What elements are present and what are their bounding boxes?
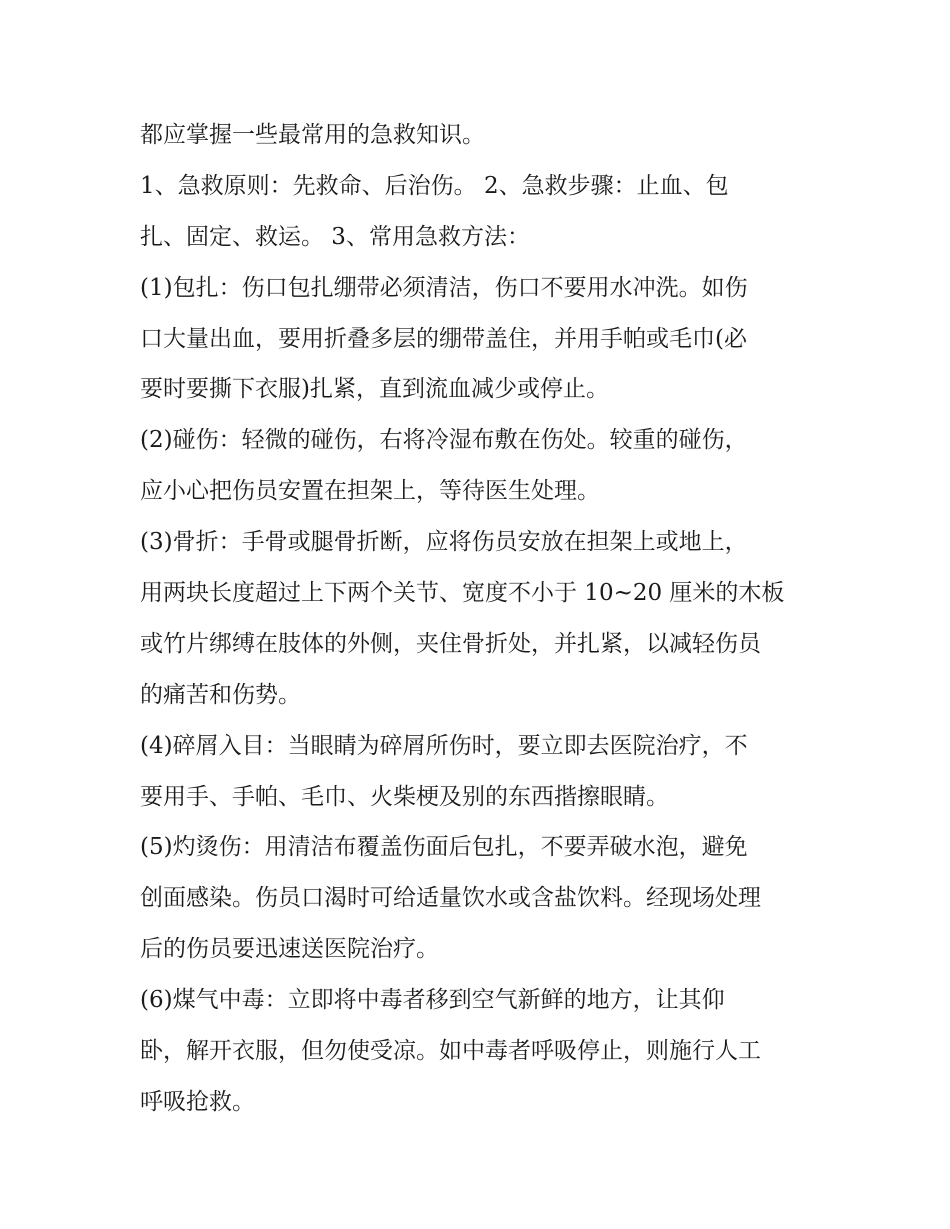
text-line: 呼吸抢救。 [140, 1088, 255, 1115]
text-line: (1)包扎：伤口包扎绷带必须清洁，伤口不要用水冲洗。如伤 [140, 274, 748, 301]
text-line: 要用手、手帕、毛巾、火柴梗及别的东西揩擦眼睛。 [140, 783, 669, 810]
text-line: 或竹片绑缚在肢体的外侧，夹住骨折处，并扎紧，以减轻伤员 [140, 630, 761, 657]
text-line: (2)碰伤：轻微的碰伤，右将冷湿布敷在伤处。较重的碰伤， [140, 427, 748, 454]
text-line: 应小心把伤员安置在担架上，等待医生处理。 [140, 478, 600, 505]
text-line: 卧，解开衣服，但勿使受凉。如中毒者呼吸停止，则施行人工 [140, 1038, 761, 1065]
text-line: 创面感染。伤员口渴时可给适量饮水或含盐饮料。经现场处理 [140, 885, 761, 912]
body-text [140, 110, 820, 1128]
text-line: 用两块长度超过上下两个关节、宽度不小于 10~20 厘米的木板 [140, 580, 785, 607]
text-line: 扎、固定、救运。 3、常用急救方法： [140, 223, 530, 250]
text-line: (3)骨折：手骨或腿骨折断，应将伤员安放在担架上或地上， [140, 529, 748, 556]
text-line: 都应掌握一些最常用的急救知识。 [140, 122, 485, 148]
text-line: (4)碎屑入目：当眼睛为碎屑所伤时，要立即去医院治疗，不 [140, 732, 748, 759]
text-line: 后的伤员要迅速送医院治疗。 [140, 936, 439, 963]
text-line: 1、急救原则：先救命、后治伤。 2、急救步骤：止血、包 [140, 172, 729, 199]
text-line: 的痛苦和伤势。 [140, 681, 301, 708]
text-line: 口大量出血，要用折叠多层的绷带盖住，并用手帕或毛巾(必 [140, 325, 747, 352]
text-line: (5)灼烫伤：用清洁布覆盖伤面后包扎，不要弄破水泡，避免 [140, 834, 748, 861]
text-line: 要时要撕下衣服)扎紧，直到流血减少或停止。 [140, 376, 609, 403]
text-line: (6)煤气中毒：立即将中毒者移到空气新鲜的地方，让其仰 [140, 987, 725, 1014]
